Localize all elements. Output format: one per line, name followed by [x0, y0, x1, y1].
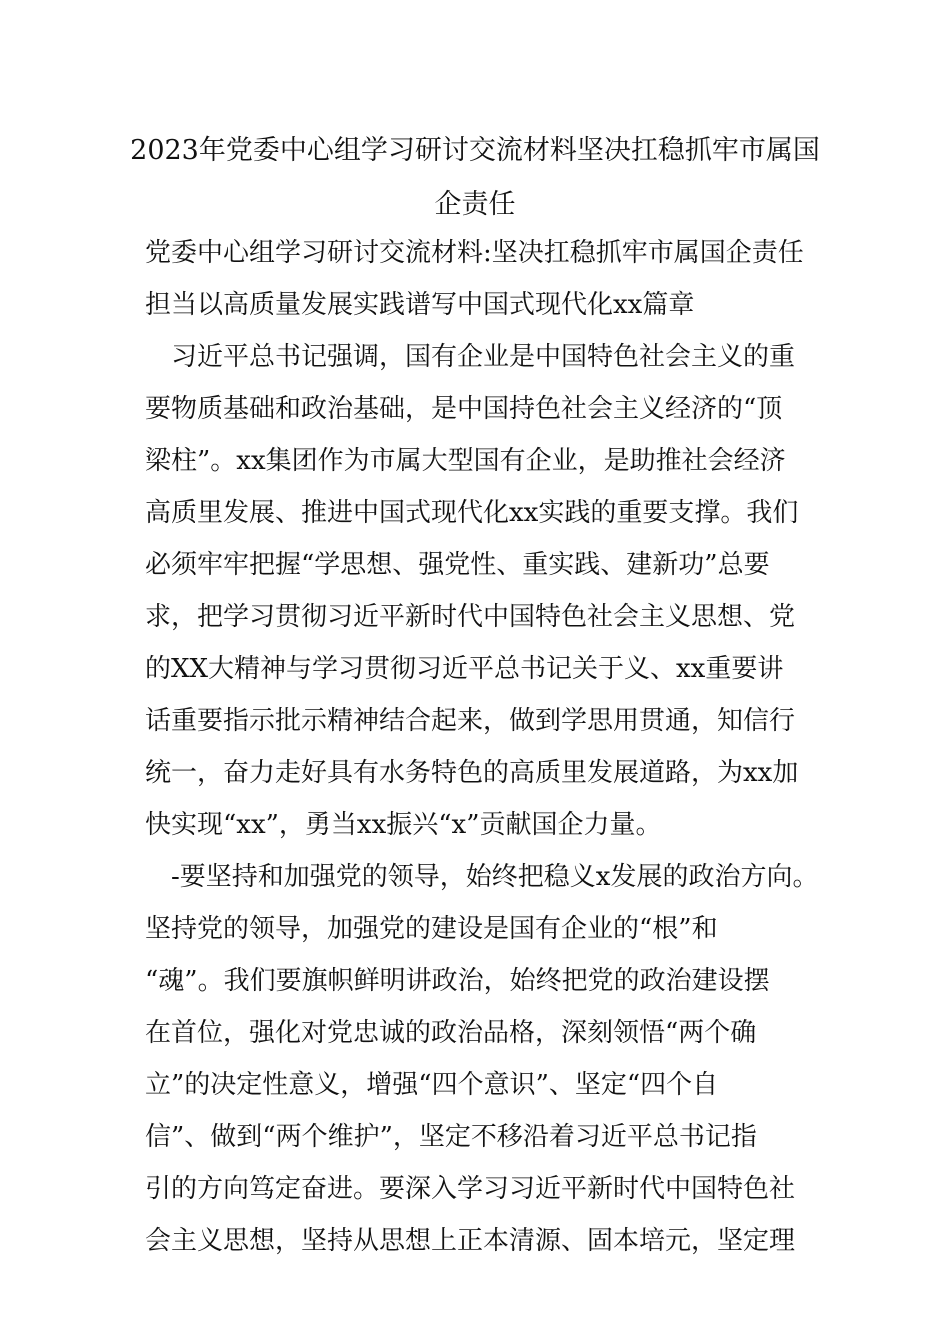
body-line: 统一，奋力走好具有水务特色的高质里发展道路，为xx加 — [145, 758, 799, 788]
body-line: “魂”。我们要旗帜鲜明讲政治，始终把党的政治建设摆 — [145, 966, 770, 996]
title-line-1: 2023年党委中心组学习研讨交流材料坚决扛稳抓牢市属国 — [130, 135, 820, 166]
body-line: 快实现“xx”，勇当xx振兴“x”贡献国企力量。 — [145, 810, 662, 840]
body-line: 话重要指示批示精神结合起来，做到学思用贯通，知信行 — [145, 706, 796, 736]
body-line: 坚持党的领导，加强党的建设是国有企业的“根”和 — [145, 914, 718, 944]
body-line: 求，把学习贯彻习近平新时代中国特色社会主义思想、党 — [145, 602, 796, 632]
body-line: 会主义思想，坚持从思想上正本清源、固本培元，坚定理 — [145, 1226, 796, 1256]
body-line: 习近平总书记强调，国有企业是中国特色社会主义的重 — [145, 342, 796, 372]
body-line: 梁柱”。xx集团作为市属大型国有企业，是助推社会经济 — [145, 446, 786, 476]
body-line: 信”、做到“两个维护”，坚定不移沿着习近平总书记指 — [145, 1122, 757, 1152]
body-line: 在首位，强化对党忠诚的政治品格，深刻领悟“两个确 — [145, 1018, 757, 1048]
body-line: 的XX大精神与学习贯彻习近平总书记关于义、xx重要讲 — [145, 654, 784, 684]
body-line: 引的方向笃定奋进。要深入学习习近平新时代中国特色社 — [145, 1174, 796, 1204]
subtitle-line: 党委中心组学习研讨交流材料:坚决扛稳抓牢市属国企责任 — [145, 238, 804, 268]
title-line-2: 企责任 — [434, 189, 516, 220]
body-line: 要物质基础和政治基础，是中国持色社会主义经济的“顶 — [145, 394, 783, 424]
body-line: -要坚持和加强党的领导，始终把稳义x发展的政治方向。 — [145, 862, 819, 892]
body-line: 高质里发展、推进中国式现代化xx实践的重要支撑。我们 — [145, 498, 799, 528]
body-line: 立”的决定性意义，增强“四个意识”、坚定“四个自 — [145, 1070, 719, 1100]
body-line: 必须牢牢把握“学思想、强党性、重实践、建新功”总要 — [145, 550, 770, 580]
document-title — [120, 124, 830, 232]
subtitle-line: 担当以高质量发展实践谱写中国式现代化xx篇章 — [145, 290, 695, 320]
